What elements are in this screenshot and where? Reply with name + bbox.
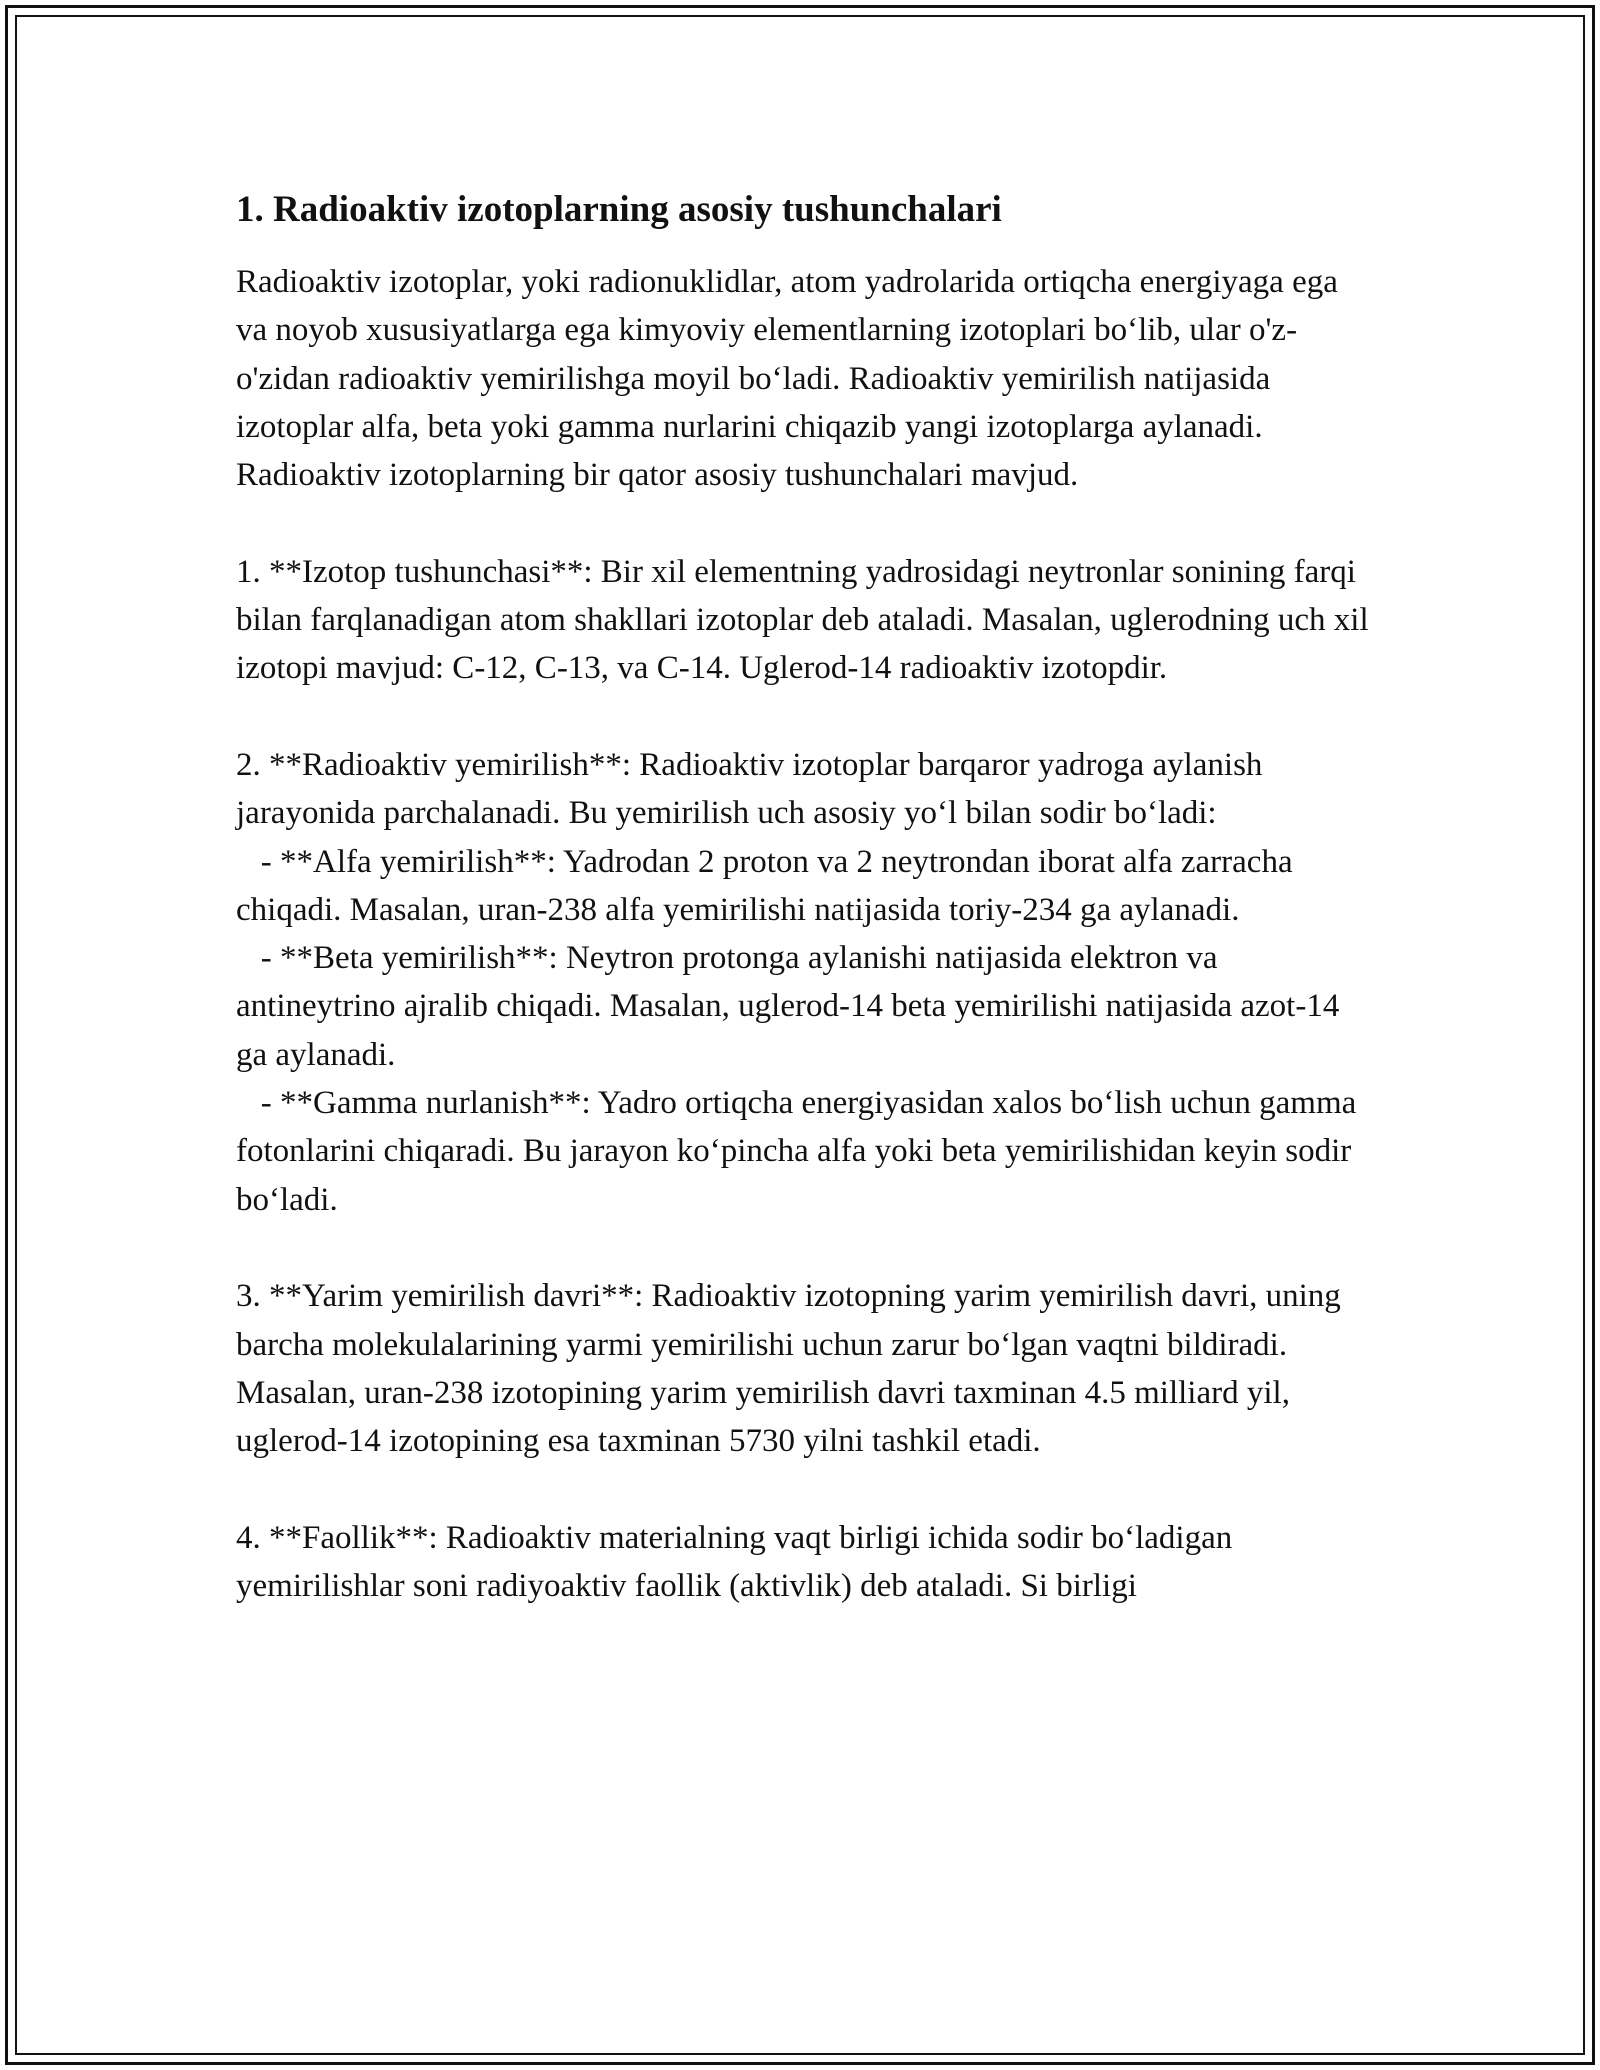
sub-item-beta: - **Beta yemirilish**: Neytron protonga aylanishi natijasida elektron va antineytrino ajralib chiqadi. Masalan, uglerod-14 beta yemirilishi natijasida azot-14 ga aylanadi. [236,940,1348,1073]
paragraph-gap [236,1465,1376,1513]
list-item-yarim-yemirilish: 3. **Yarim yemirilish davri**: Radioaktiv izotopning yarim yemirilish davri, uning barcha molekulalarining yarmi yemirilishi uchun zarur bo‘lgan vaqtni bildiradi. Masalan, uran-238 izotopining yarim yemirilish davri taxminan 4.5 milliard yil, uglerod-14 izotopining esa taxminan 5730 yilni tashkil etadi. [236,1278,1350,1460]
document-body [236,186,1376,1610]
list-item-faollik: 4. **Faollik**: Radioaktiv materialning vaqt birligi ichida sodir bo‘ladigan yemirilishlar soni radiyoaktiv faollik (aktivlik) deb ataladi. Si birligi [236,1519,1241,1605]
sub-item-gamma: - **Gamma nurlanish**: Yadro ortiqcha energiyasidan xalos bo‘lish uchun gamma fotonlarini chiqaradi. Bu jarayon ko‘pincha alfa yoki beta yemirilishidan keyin sodir bo‘ladi. [236,1085,1365,1218]
list-item-izotop: 1. **Izotop tushunchasi**: Bir xil elementning yadrosidagi neytronlar sonining farqi bilan farqlanadigan atom shakllari izotoplar deb ataladi. Masalan, uglerodning uch xil izotopi mavjud: C-12, C-13, va C-14. Uglerod-14 radioaktiv izotopdir. [236,553,1377,687]
paragraph-gap [236,499,1376,547]
paragraph-gap [236,693,1376,741]
intro-paragraph: Radioaktiv izotoplar, yoki radionuklidlar, atom yadrolarida ortiqcha energiyaga ega va noyob xususiyatlarga ega kimyoviy elementlarning izotoplari bo‘lib, ular o'z-o'zidan radioaktiv yemirilishga moyil bo‘ladi. Radioaktiv yemirilish natijasida izotoplar alfa, beta yoki gamma nurlarini chiqazib yangi izotoplarga aylanadi. Radioaktiv izotoplarning bir qator asosiy tushunchalari mavjud. [236,264,1347,494]
sub-item-alfa: - **Alfa yemirilish**: Yadrodan 2 proton va 2 neytrondan iborat alfa zarracha chiqadi. Masalan, uran-238 alfa yemirilishi natijasida toriy-234 ga aylanadi. [236,843,1301,928]
paragraph-gap [236,1224,1376,1272]
list-item-yemirilish: 2. **Radioaktiv yemirilish**: Radioaktiv izotoplar barqaror yadroga aylanish jarayonida parchalanadi. Bu yemirilish uch asosiy yo‘l bilan sodir bo‘ladi: [236,746,1271,832]
section-heading: 1. Radioaktiv izotoplarning asosiy tushunchalari [236,189,1002,230]
